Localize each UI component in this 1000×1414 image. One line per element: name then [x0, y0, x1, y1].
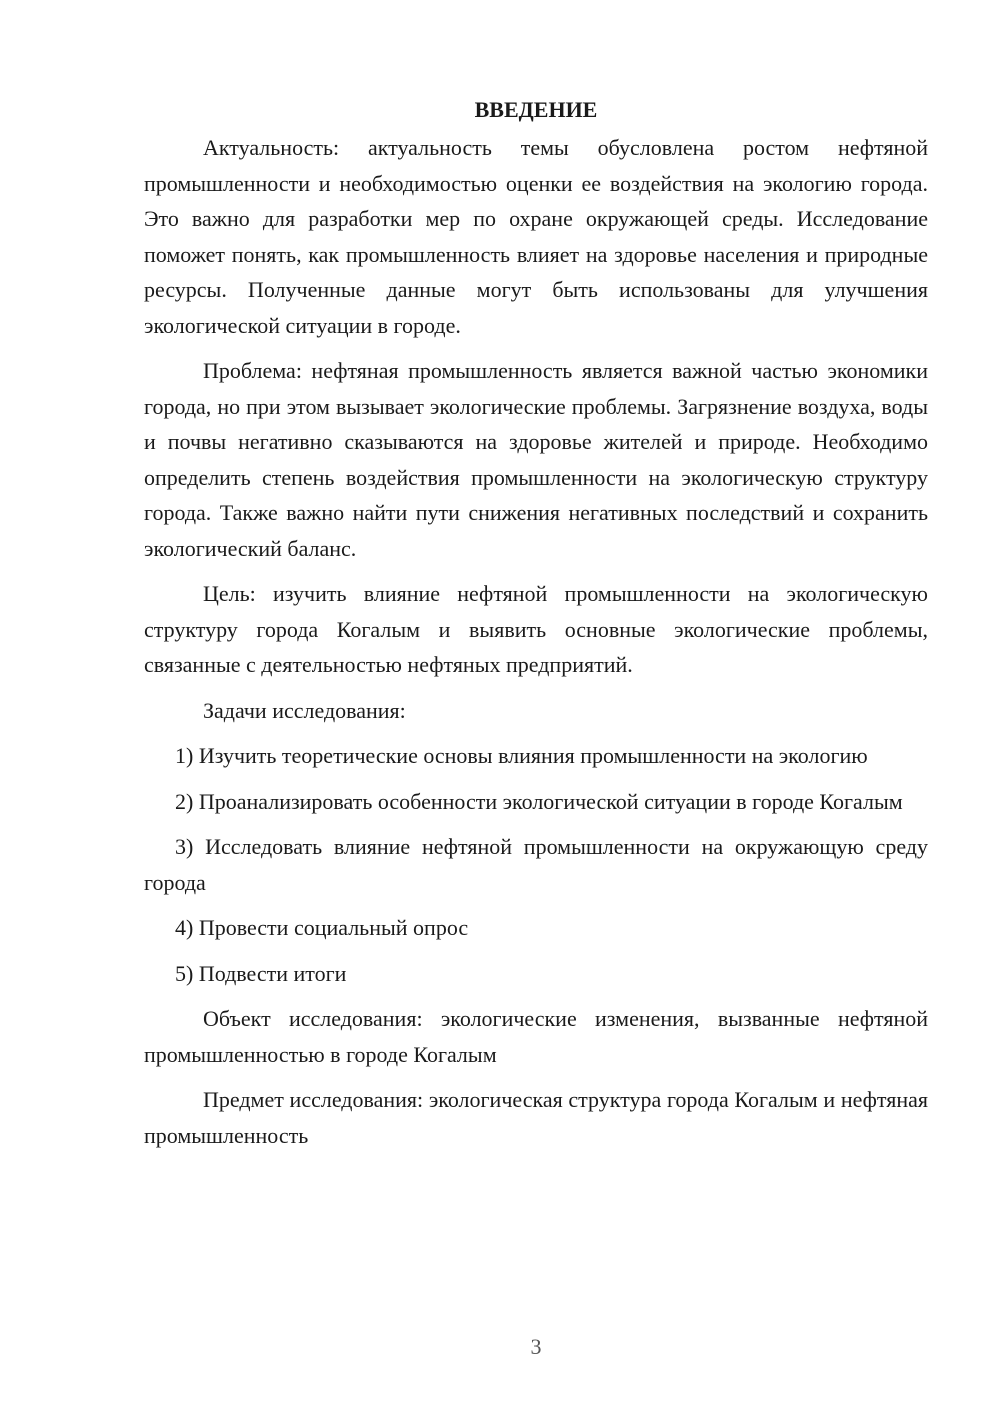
page-number: 3 [530, 1334, 542, 1359]
paragraph-goal: Цель: изучить влияние нефтяной промышленности на экологическую структуру города Когалым и выявить основные экологические проблемы, связанные с деятельностью нефтяных предприятий. [144, 581, 928, 677]
task-item-2: 2) Проанализировать особенности экологической ситуации в городе Когалым [175, 788, 903, 814]
document-page [144, 92, 928, 1163]
task-item-4: 4) Провести социальный опрос [175, 915, 469, 940]
task-item-3: 3) Исследовать влияние нефтяной промышленности на окружающую среду города [144, 834, 928, 895]
page-title: ВВЕДЕНИЕ [474, 97, 598, 122]
paragraph-problem: Проблема: нефтяная промышленность является важной частью экономики города, но при этом вызывает экологические проблемы. Загрязнение воздуха, воды и почвы негативно сказываются на здоровье жителей и природе. Необходимо определить степень воздействия промышленности на экологическую структуру города. Также важно найти пути снижения негативных последствий и сохранить экологический баланс. [144, 358, 928, 561]
task-item-5: 5) Подвести итоги [175, 960, 347, 986]
task-item-1: 1) Изучить теоретические основы влияния промышленности на экологию [175, 743, 868, 768]
paragraph-object: Объект исследования: экологические изменения, вызванные нефтяной промышленностью в городе Когалым [144, 1006, 928, 1067]
paragraph-relevance: Актуальность: актуальность темы обусловлена ростом нефтяной промышленности и необходимостью оценки ее воздействия на экологию города. Это важно для разработки мер по охране окружающей среды. Исследование поможет понять, как промышленность влияет на здоровье населения и природные ресурсы. Полученные данные могут быть использованы для улучшения экологической ситуации в городе. [144, 135, 928, 338]
tasks-title: Задачи исследования: [203, 697, 406, 723]
paragraph-subject: Предмет исследования: экологическая структура города Когалым и нефтяная промышленность [144, 1087, 928, 1148]
